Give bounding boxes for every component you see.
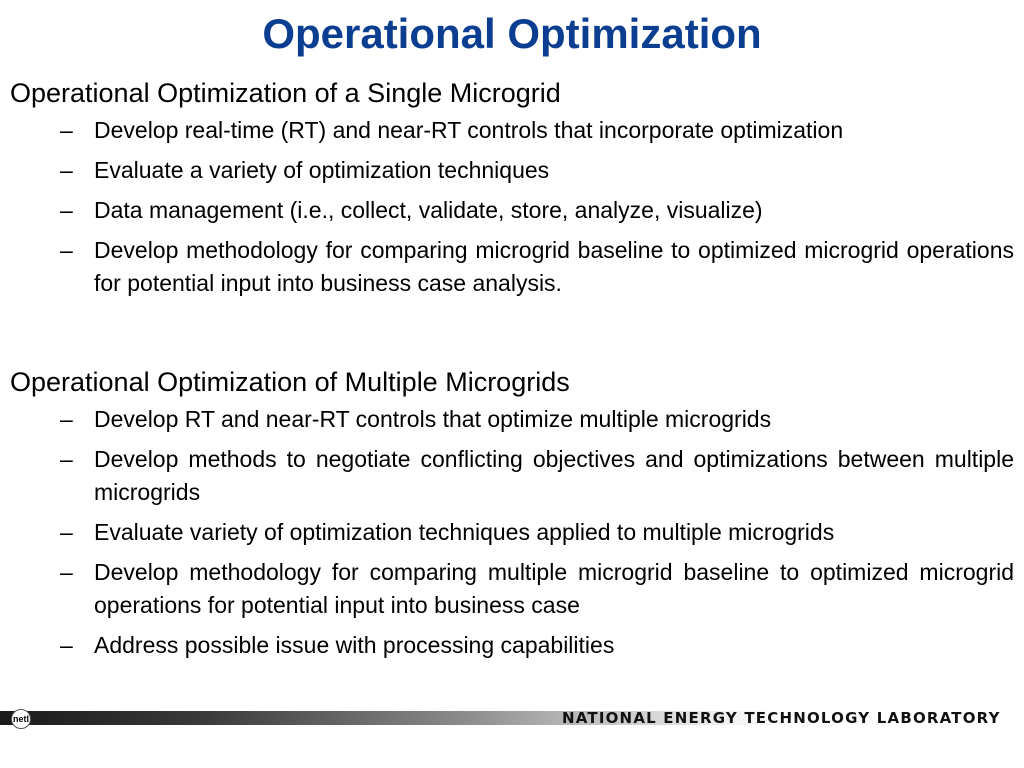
slide-title: Operational Optimization <box>262 10 762 57</box>
list-item-text: Data management (i.e., collect, validate, store, analyze, visualize) <box>94 197 763 223</box>
footer-organization-name: NATIONAL ENERGY TECHNOLOGY LABORATORY <box>562 709 1001 727</box>
dash-marker: – <box>60 237 73 263</box>
list-item <box>60 516 1014 549</box>
netl-logo-icon: netl <box>11 709 31 729</box>
dash-marker: – <box>60 197 73 223</box>
bullet-list <box>10 403 1014 662</box>
dash-marker: – <box>60 406 73 432</box>
section-multiple-microgrids <box>10 365 1014 669</box>
list-item <box>60 556 1014 622</box>
dash-marker: – <box>60 157 73 183</box>
section-single-microgrid <box>10 76 1014 307</box>
list-item <box>60 114 1014 147</box>
dash-marker: – <box>60 519 73 545</box>
list-item <box>60 443 1014 509</box>
dash-marker: – <box>60 559 73 585</box>
list-item-text: Develop methods to negotiate conflicting objectives and optimizations between multiple microgrids <box>94 446 1014 505</box>
list-item-text: Address possible issue with processing capabilities <box>94 632 615 658</box>
list-item-text: Develop methodology for comparing multiple microgrid baseline to optimized microgrid operations for potential input into business case <box>94 559 1014 618</box>
dash-marker: – <box>60 632 73 658</box>
list-item <box>60 629 1014 662</box>
dash-marker: – <box>60 117 73 143</box>
list-item <box>60 194 1014 227</box>
dash-marker: – <box>60 446 73 472</box>
list-item-text: Develop RT and near-RT controls that optimize multiple microgrids <box>94 406 772 432</box>
section-heading: Operational Optimization of a Single Microgrid <box>10 78 561 108</box>
bullet-list <box>10 114 1014 300</box>
section-heading: Operational Optimization of Multiple Microgrids <box>10 367 570 397</box>
list-item <box>60 234 1014 300</box>
list-item-text: Evaluate a variety of optimization techniques <box>94 157 550 183</box>
list-item-text: Develop methodology for comparing microgrid baseline to optimized microgrid operations for potential input into business case analysis. <box>94 237 1014 296</box>
list-item-text: Evaluate variety of optimization techniques applied to multiple microgrids <box>94 519 835 545</box>
list-item-text: Develop real-time (RT) and near-RT controls that incorporate optimization <box>94 117 844 143</box>
list-item <box>60 403 1014 436</box>
list-item <box>60 154 1014 187</box>
